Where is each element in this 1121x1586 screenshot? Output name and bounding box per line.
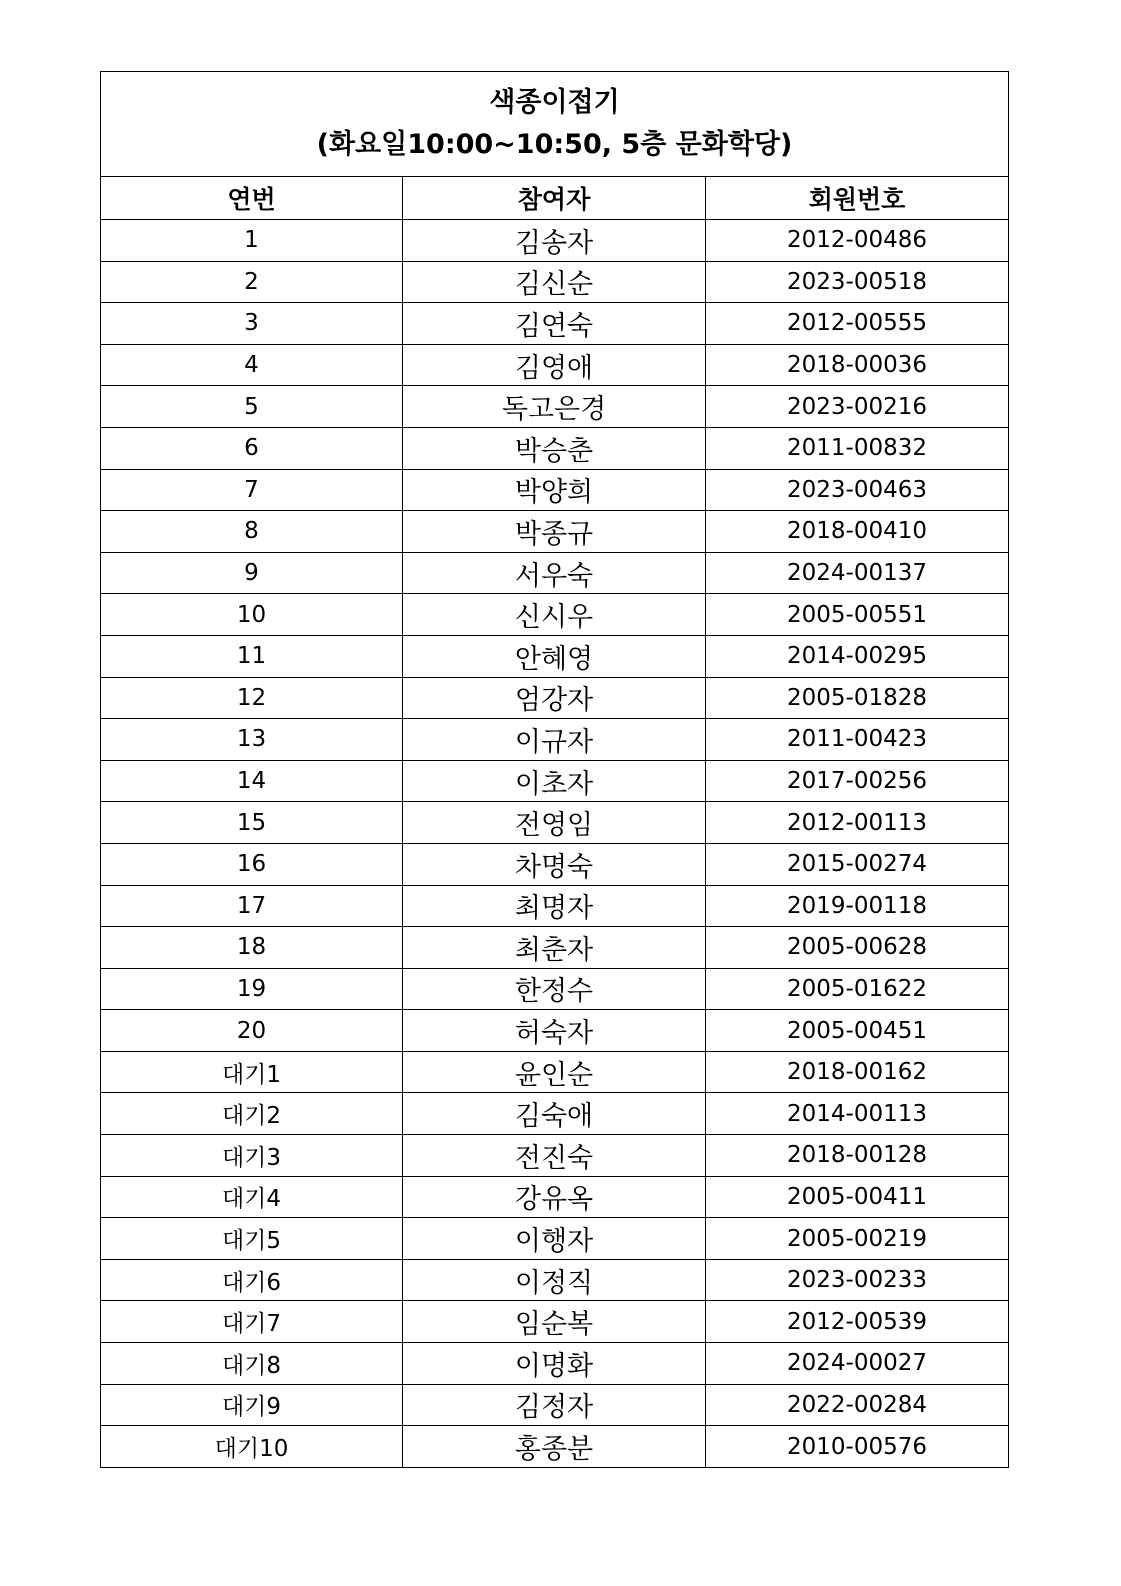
row-number-cell: 대기3 [101,1135,403,1177]
member-id-cell: 2005-01828 [706,677,1009,719]
member-id-cell: 2005-00219 [706,1218,1009,1260]
participant-name-cell: 허숙자 [403,1010,706,1052]
column-header-number: 연번 [101,177,403,220]
participant-name-cell: 이초자 [403,760,706,802]
participant-name-cell: 서우숙 [403,552,706,594]
member-id-cell: 2011-00423 [706,719,1009,761]
column-header-row [101,177,1009,220]
row-number-cell: 대기6 [101,1259,403,1301]
row-number-cell: 14 [101,760,403,802]
member-id-cell: 2015-00274 [706,843,1009,885]
member-id-cell: 2023-00233 [706,1259,1009,1301]
row-number-cell: 대기10 [101,1426,403,1468]
table-row [101,427,1009,469]
table-row [101,1343,1009,1385]
table-row [101,802,1009,844]
row-number-cell: 8 [101,511,403,553]
row-number-cell: 18 [101,927,403,969]
table-row [101,220,1009,262]
table-row [101,677,1009,719]
row-number-cell: 19 [101,968,403,1010]
row-number-cell: 2 [101,261,403,303]
table-row [101,760,1009,802]
table-row [101,386,1009,428]
member-id-cell: 2023-00216 [706,386,1009,428]
member-id-cell: 2018-00410 [706,511,1009,553]
table-row [101,843,1009,885]
table-row [101,927,1009,969]
row-number-cell: 11 [101,635,403,677]
row-number-cell: 대기7 [101,1301,403,1343]
participant-name-cell: 윤인순 [403,1051,706,1093]
participant-name-cell: 김신순 [403,261,706,303]
participant-name-cell: 홍종분 [403,1426,706,1468]
participant-name-cell: 전진숙 [403,1135,706,1177]
member-id-cell: 2005-00628 [706,927,1009,969]
table-body [101,220,1009,1468]
participant-name-cell: 김송자 [403,220,706,262]
participant-name-cell: 최명자 [403,885,706,927]
row-number-cell: 대기2 [101,1093,403,1135]
participant-name-cell: 박종규 [403,511,706,553]
row-number-cell: 4 [101,344,403,386]
participant-name-cell: 엄강자 [403,677,706,719]
table-row [101,261,1009,303]
participant-name-cell: 김숙애 [403,1093,706,1135]
row-number-cell: 대기4 [101,1176,403,1218]
member-id-cell: 2018-00162 [706,1051,1009,1093]
member-id-cell: 2018-00036 [706,344,1009,386]
title-row [101,72,1009,177]
member-id-cell: 2014-00295 [706,635,1009,677]
table-row [101,885,1009,927]
member-id-cell: 2014-00113 [706,1093,1009,1135]
table-row [101,635,1009,677]
table-row [101,1010,1009,1052]
table-row [101,344,1009,386]
table-row [101,511,1009,553]
participant-name-cell: 김영애 [403,344,706,386]
table-row [101,1218,1009,1260]
participant-name-cell: 최춘자 [403,927,706,969]
row-number-cell: 17 [101,885,403,927]
participant-name-cell: 독고은경 [403,386,706,428]
row-number-cell: 1 [101,220,403,262]
table-row [101,1051,1009,1093]
column-header-member-id: 회원번호 [706,177,1009,220]
class-schedule-subtitle: (화요일10:00~10:50, 5층 문화학당) [316,129,793,160]
table-row [101,968,1009,1010]
row-number-cell: 16 [101,843,403,885]
row-number-cell: 15 [101,802,403,844]
row-number-cell: 10 [101,594,403,636]
member-id-cell: 2019-00118 [706,885,1009,927]
member-id-cell: 2018-00128 [706,1135,1009,1177]
participant-name-cell: 박승춘 [403,427,706,469]
row-number-cell: 대기5 [101,1218,403,1260]
table-row [101,303,1009,345]
member-id-cell: 2023-00518 [706,261,1009,303]
member-id-cell: 2005-01622 [706,968,1009,1010]
participant-name-cell: 이규자 [403,719,706,761]
participant-name-cell: 강유옥 [403,1176,706,1218]
row-number-cell: 대기8 [101,1343,403,1385]
row-number-cell: 12 [101,677,403,719]
member-id-cell: 2024-00137 [706,552,1009,594]
table-row [101,1259,1009,1301]
participant-name-cell: 이명화 [403,1343,706,1385]
table-row [101,719,1009,761]
table-title [101,72,1009,177]
participant-name-cell: 박양희 [403,469,706,511]
member-id-cell: 2012-00539 [706,1301,1009,1343]
row-number-cell: 20 [101,1010,403,1052]
member-id-cell: 2017-00256 [706,760,1009,802]
participant-name-cell: 김정자 [403,1384,706,1426]
member-id-cell: 2012-00113 [706,802,1009,844]
participant-name-cell: 이정직 [403,1259,706,1301]
table-row [101,1301,1009,1343]
row-number-cell: 대기9 [101,1384,403,1426]
participant-name-cell: 차명숙 [403,843,706,885]
table-row [101,594,1009,636]
table-row [101,552,1009,594]
member-id-cell: 2005-00411 [706,1176,1009,1218]
table-row [101,1176,1009,1218]
row-number-cell: 5 [101,386,403,428]
member-id-cell: 2012-00555 [706,303,1009,345]
participant-name-cell: 신시우 [403,594,706,636]
class-name-title: 색종이접기 [489,87,620,118]
member-id-cell: 2024-00027 [706,1343,1009,1385]
table-row [101,1135,1009,1177]
participant-table [100,71,1009,1468]
member-id-cell: 2005-00451 [706,1010,1009,1052]
participant-name-cell: 임순복 [403,1301,706,1343]
row-number-cell: 대기1 [101,1051,403,1093]
document-page [100,71,1008,1468]
row-number-cell: 7 [101,469,403,511]
participant-name-cell: 김연숙 [403,303,706,345]
participant-name-cell: 안혜영 [403,635,706,677]
member-id-cell: 2012-00486 [706,220,1009,262]
table-row [101,469,1009,511]
member-id-cell: 2011-00832 [706,427,1009,469]
row-number-cell: 9 [101,552,403,594]
table-row [101,1093,1009,1135]
column-header-participant: 참여자 [403,177,706,220]
row-number-cell: 13 [101,719,403,761]
row-number-cell: 3 [101,303,403,345]
member-id-cell: 2023-00463 [706,469,1009,511]
table-row [101,1426,1009,1468]
table-row [101,1384,1009,1426]
member-id-cell: 2010-00576 [706,1426,1009,1468]
member-id-cell: 2005-00551 [706,594,1009,636]
member-id-cell: 2022-00284 [706,1384,1009,1426]
row-number-cell: 6 [101,427,403,469]
participant-name-cell: 한정수 [403,968,706,1010]
participant-name-cell: 전영임 [403,802,706,844]
participant-name-cell: 이행자 [403,1218,706,1260]
